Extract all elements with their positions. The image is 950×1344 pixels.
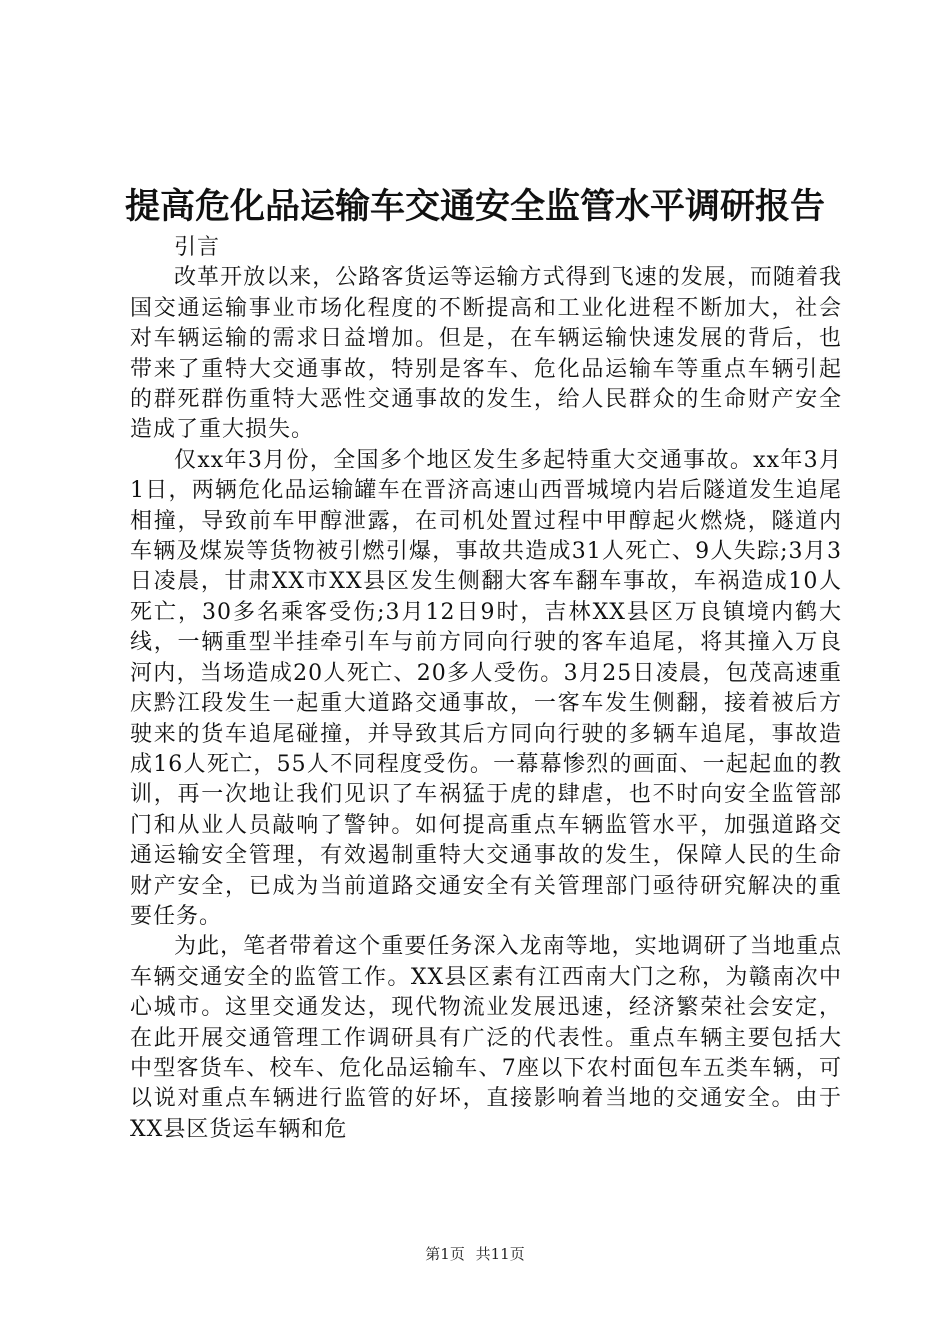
paragraph: 仅xx年3月份，全国多个地区发生多起特重大交通事故。xx年3月1日，两辆危化品运输罐车在晋济高速山西晋城境内岩后隧道发生追尾相撞，导致前车甲醇泄露，在司机处置过程中甲醇起火燃烧，隧道内车辆及煤炭等货物被引燃引爆，事故共造成31人死亡、9人失踪;3月3日凌晨，甘肃XX市XX县区发生侧翻大客车翻车事故，车祸造成10人死亡，30多名乘客受伤;3月12日9时，吉林XX县区万良镇境内鹤大线，一辆重型半挂牵引车与前方同向行驶的客车追尾，将其撞入万良河内，当场造成20人死亡、20多人受伤。3月25日凌晨，包茂高速重庆黔江段发生一起重大道路交通事故，一客车发生侧翻，接着被后方驶来的货车追尾碰撞，并导致其后方同向行驶的多辆车追尾，事故造成16人死亡，55人不同程度受伤。一幕幕惨烈的画面、一起起血的教训，再一次地让我们见识了车祸猛于虎的肆虐，也不时向安全监管部门和从业人员敲响了警钟。如何提高重点车辆监管水平，加强道路交通运输安全管理，有效遏制重特大交通事故的发生，保障人民的生命财产安全，已成为当前道路交通安全有关管理部门亟待研究解决的重要任务。: [130, 447, 842, 929]
section-heading-intro: 引言: [174, 235, 221, 260]
page-footer: [0, 1244, 950, 1264]
page-number-current: 第1页: [425, 1245, 465, 1263]
paragraph: 为此，笔者带着这个重要任务深入龙南等地，实地调研了当地重点车辆交通安全的监管工作。XX县区素有江西南大门之称，为赣南次中心城市。这里交通发达，现代物流业发展迅速，经济繁荣社会安定，在此开展交通管理工作调研具有广泛的代表性。重点车辆主要包括大中型客货车、校车、危化品运输车、7座以下农村面包车五类车辆，可以说对重点车辆进行监管的好坏，直接影响着当地的交通安全。由于XX县区货运车辆和危: [130, 934, 842, 1142]
paragraph: 改革开放以来，公路客货运等运输方式得到飞速的发展，而随着我国交通运输事业市场化程度的不断提高和工业化进程不断加大，社会对车辆运输的需求日益增加。但是，在车辆运输快速发展的背后，也带来了重特大交通事故，特别是客车、危化品运输车等重点车辆引起的群死群伤重特大恶性交通事故的发生，给人民群众的生命财产安全造成了重大损失。: [130, 265, 842, 443]
page-number-total: 共11页: [475, 1245, 525, 1263]
document-title: 提高危化品运输车交通安全监管水平调研报告: [124, 187, 825, 227]
document-body: [130, 233, 842, 1145]
